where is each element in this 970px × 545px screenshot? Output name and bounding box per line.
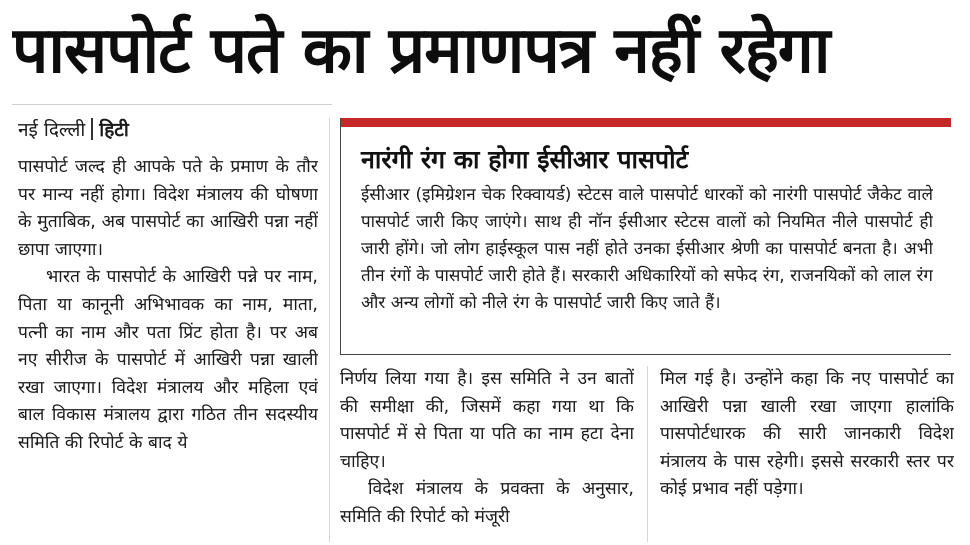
headline: पासपोर्ट पते का प्रमाणपत्र नहीं रहेगा: [12, 14, 830, 88]
column2-paragraph-1: निर्णय लिया गया है। इस समिति ने उन बातों की समीक्षा की, जिसमें कहा गया था कि पासपोर्ट में से पिता या पति का नाम हटा देना चाहिए।: [340, 369, 634, 472]
dateline: [18, 116, 129, 144]
column3-paragraph-1: मिल गई है। उन्होंने कहा कि नए पासपोर्ट का आखिरी पन्ना खाली रखा जाएगा हालांकि पासपोर्टधारक की सारी जानकारी विदेश मंत्रालय के पास रहेगी। इससे सरकारी स्तर पर कोई प्रभाव नहीं पड़ेगा।: [660, 369, 954, 500]
column-divider: [647, 366, 648, 542]
sidebar-title: नारंगी रंग का होगा ईसीआर पासपोर्ट: [361, 145, 689, 174]
column-divider: [329, 118, 330, 542]
dateline-separator: [91, 118, 93, 140]
sidebar-accent-bar: [341, 118, 951, 127]
column2-paragraph-2: विदेश मंत्रालय के प्रवक्ता के अनुसार, समिति की रिपोर्ट को मंजूरी: [340, 479, 634, 527]
column1-paragraph-2: भारत के पासपोर्ट के आखिरी पन्ने पर नाम, पिता या कानूनी अभिभावक का नाम, माता, पत्नी का नाम और पता प्रिंट होता है। पर अब नए सीरीज के पासपोर्ट में आखिरी पन्ना खाली रखा जाएगा। विदेश मंत्रालय और महिला एवं बाल विकास मंत्रालय द्वारा गठित तीन सदस्यीय समिति की रिपोर्ट के बाद ये: [18, 267, 318, 453]
sidebar-body: ईसीआर (इमिग्रेशन चेक रिक्वायर्ड) स्टेटस वाले पासपोर्ट धारकों को नारंगी पासपोर्ट जैकेट वाले पासपोर्ट जारी किए जाएंगे। साथ ही नॉन ईसीआर स्टेटस वालों को नियमित नीले पासपोर्ट ही जारी होंगे। जो लोग हाईस्कूल पास नहीं होते उनका ईसीआर श्रेणी का पासपोर्ट बनता है। अभी तीन रंगों के पासपोर्ट जारी होते हैं। सरकारी अधिकारियों को सफेद रंग, राजनयिकों को लाल रंग और अन्य लोगों को नीले रंग के पासपोर्ट जारी किए जाते हैं।: [361, 185, 933, 313]
article-column-1: [18, 154, 318, 542]
column1-paragraph-1: पासपोर्ट जल्द ही आपके पते के प्रमाण के तौर पर मान्य नहीं होगा। विदेश मंत्रालय की घोषणा के मुताबिक, अब पासपोर्ट का आखिरी पन्ना नहीं छापा जाएगा।: [18, 157, 318, 260]
headline-rule: [12, 104, 332, 105]
sidebar-box: [340, 118, 951, 355]
article-column-3: [660, 366, 954, 544]
article-column-2: [340, 366, 634, 544]
dateline-source: हिटी: [99, 119, 129, 141]
dateline-place: नई दिल्ली: [18, 119, 86, 141]
